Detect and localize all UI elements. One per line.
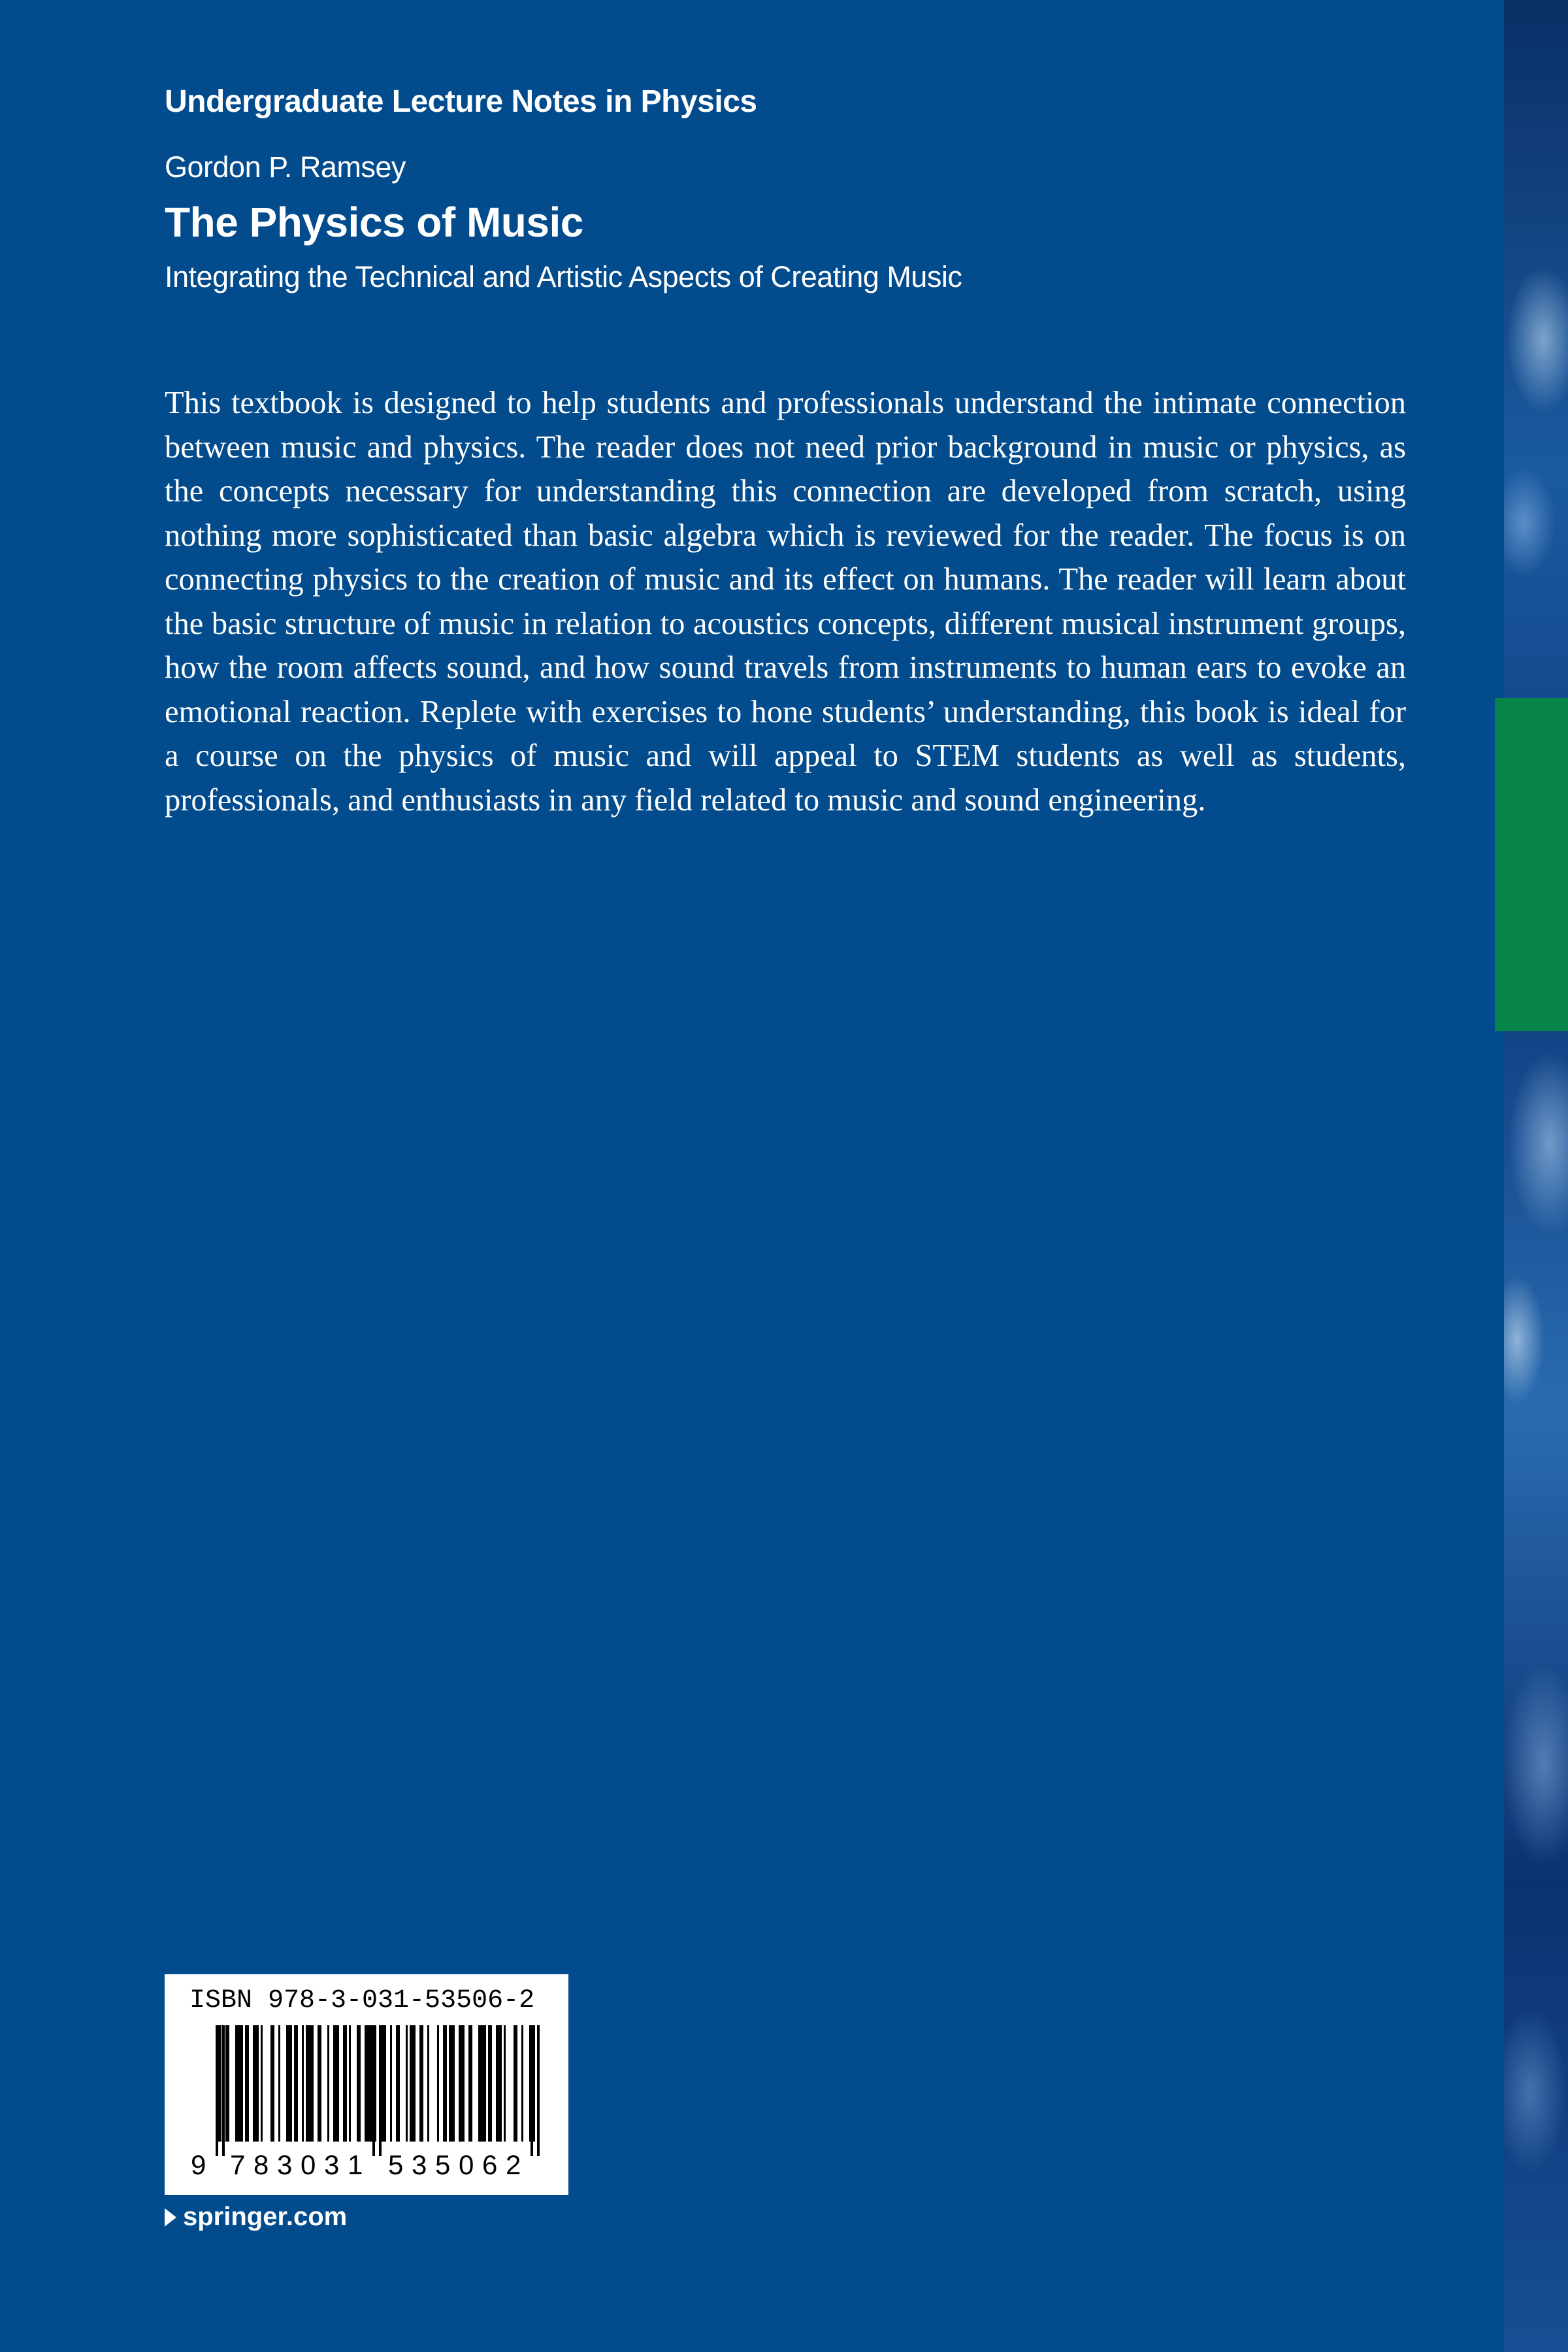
isbn-label: ISBN 978-3-031-53506-2 bbox=[189, 1986, 535, 2015]
barcode-bar bbox=[390, 2025, 392, 2142]
barcode-digit: 9 bbox=[191, 2149, 206, 2180]
barcode-digit: 6 bbox=[482, 2149, 498, 2180]
barcode-bar bbox=[302, 2025, 304, 2142]
barcode-digit: 5 bbox=[435, 2149, 451, 2180]
cover-image-edge bbox=[1504, 0, 1568, 2352]
barcode-bar bbox=[327, 2025, 329, 2142]
barcode-bar bbox=[449, 2025, 455, 2142]
barcode-bar bbox=[459, 2025, 465, 2142]
barcode-digit: 3 bbox=[324, 2149, 340, 2180]
barcode-bar bbox=[245, 2025, 249, 2142]
book-title: The Physics of Music bbox=[165, 199, 583, 246]
barcode-digit: 7 bbox=[230, 2149, 246, 2180]
green-band bbox=[1495, 698, 1568, 1031]
barcode-bar bbox=[521, 2025, 523, 2142]
series-title: Undergraduate Lecture Notes in Physics bbox=[165, 84, 757, 119]
barcode-bar bbox=[261, 2025, 263, 2142]
barcode-bar bbox=[225, 2025, 229, 2142]
barcode-digit: 2 bbox=[506, 2149, 521, 2180]
author-name: Gordon P. Ramsey bbox=[165, 150, 406, 184]
barcode-bar bbox=[488, 2025, 492, 2142]
barcode-bar bbox=[443, 2025, 447, 2142]
barcode-bar bbox=[278, 2025, 280, 2142]
barcode-bar bbox=[318, 2025, 321, 2142]
barcode-bar bbox=[306, 2025, 314, 2142]
barcode-bar bbox=[343, 2025, 347, 2142]
barcode-bar bbox=[410, 2025, 416, 2142]
book-description: This textbook is designed to help students and professionals understand the intimate connection between music and physics. The reader does not need prior background in music or physics, as the concepts necessary for understanding this connection are developed from scratch, using nothing more sophisticated than basic algebra which is reviewed for the reader. The focus is on connecting physics to the creation of music and its effect on humans. The reader will learn about the basic structure of music in relation to acoustics concepts, different musical instrument groups, how the room affects sound, and how sound travels from instruments to human ears to evoke an emotional reaction. Replete with exercises to hone students’ understanding, this book is ideal for a course on the physics of music and will appeal to STEM students as well as students, professionals, and enthusiasts in any field related to music and sound engineering. bbox=[165, 386, 1406, 818]
barcode-digit: 5 bbox=[388, 2149, 404, 2180]
barcode-digits bbox=[165, 2149, 568, 2189]
barcode-guard-bar bbox=[537, 2025, 540, 2156]
barcode-bar bbox=[286, 2025, 292, 2142]
book-subtitle: Integrating the Technical and Artistic Aspects of Creating Music bbox=[165, 260, 962, 293]
barcode-digit: 8 bbox=[253, 2149, 269, 2180]
publisher-link-text[interactable]: springer.com bbox=[183, 2202, 348, 2231]
barcode-bar bbox=[496, 2025, 502, 2142]
barcode-bar bbox=[349, 2025, 351, 2142]
barcode-bar bbox=[235, 2025, 243, 2142]
barcode-bar bbox=[294, 2025, 298, 2142]
barcode-bar bbox=[468, 2025, 472, 2142]
barcode-guard-bar bbox=[216, 2025, 218, 2156]
barcode-guard-bar bbox=[372, 2025, 375, 2156]
barcode-bar bbox=[365, 2025, 372, 2142]
barcode-digit: 3 bbox=[412, 2149, 427, 2180]
barcode-bar bbox=[419, 2025, 423, 2142]
barcode-guard-bar bbox=[222, 2025, 225, 2156]
barcode-digit: 0 bbox=[459, 2149, 474, 2180]
barcode-guard-bar bbox=[379, 2025, 382, 2156]
barcode-bar bbox=[427, 2025, 429, 2142]
publisher-link[interactable] bbox=[165, 2202, 347, 2232]
barcode-digit: 0 bbox=[301, 2149, 316, 2180]
barcode-bar bbox=[270, 2025, 274, 2142]
arrow-right-icon bbox=[165, 2208, 176, 2227]
barcode-bar bbox=[253, 2025, 259, 2142]
barcode-bar bbox=[514, 2025, 517, 2142]
isbn-barcode bbox=[165, 1974, 568, 2195]
barcode-guard-bar bbox=[531, 2025, 533, 2156]
barcode-bar bbox=[504, 2025, 506, 2142]
barcode-digit: 1 bbox=[348, 2149, 363, 2180]
barcode-bar bbox=[406, 2025, 408, 2142]
barcode-digit: 3 bbox=[277, 2149, 293, 2180]
barcode-bar bbox=[333, 2025, 339, 2142]
barcode-bar bbox=[437, 2025, 439, 2142]
barcode-bar bbox=[357, 2025, 361, 2142]
barcode-bar bbox=[396, 2025, 400, 2142]
barcode-bar bbox=[478, 2025, 486, 2142]
